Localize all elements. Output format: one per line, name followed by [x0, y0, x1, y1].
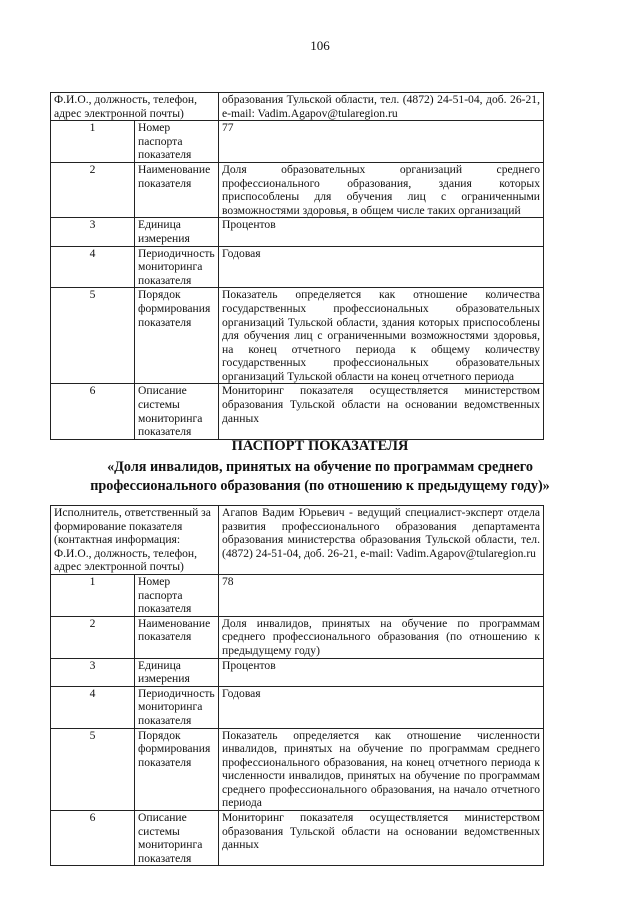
table-row: [51, 616, 544, 658]
row-label: Описание системы мониторинга показателя: [135, 384, 219, 439]
row-value: образования Тульской области, тел. (4872) 24-51-04, доб. 26-21, e-mail: Vadim.Agapov@tularegion.ru: [219, 93, 544, 121]
table-row: [51, 686, 544, 728]
table-row: [51, 506, 544, 575]
table-row: [51, 162, 544, 217]
row-value: Процентов: [219, 218, 544, 246]
row-number: 4: [51, 686, 135, 728]
row-number: 2: [51, 162, 135, 217]
table-row: [51, 574, 544, 616]
row-label: Номер паспорта показателя: [135, 121, 219, 163]
table-row: [51, 218, 544, 246]
row-label: Номер паспорта показателя: [135, 574, 219, 616]
row-value: 77: [219, 121, 544, 163]
row-value: Мониторинг показателя осуществляется министерством образования Тульской области на основании ведомственных данных: [219, 384, 544, 439]
row-value: Доля инвалидов, принятых на обучение по программам среднего профессионального образования (по отношению к предыдущему году): [219, 616, 544, 658]
passport-table-78: [50, 505, 544, 866]
table-row: [51, 121, 544, 163]
row-value: Годовая: [219, 246, 544, 288]
row-number: 1: [51, 574, 135, 616]
row-value: 78: [219, 574, 544, 616]
row-value: Показатель определяется как отношение количества государственных профессиональных образовательных организаций Тульской области, здания которых приспособлены для обучения лиц с ограниченными возможностями здоровья, на конец отчетного периода к общему количеству государственных профессиональных образовательных организаций Тульской области на конец отчетного периода: [219, 288, 544, 384]
passport-title: ПАСПОРТ ПОКАЗАТЕЛЯ: [231, 438, 409, 454]
row-label: Единица измерения: [135, 658, 219, 686]
passport-subtitle-line-1: «Доля инвалидов, принятых на обучение по программам среднего: [107, 459, 533, 475]
row-label: Единица измерения: [135, 218, 219, 246]
table-row: [51, 246, 544, 288]
passport-subtitle-line-2: профессионального образования (по отношению к предыдущему году)»: [90, 478, 550, 494]
table-row: [51, 288, 544, 384]
table-row: [51, 93, 544, 121]
row-number: 6: [51, 384, 135, 439]
row-number: 1: [51, 121, 135, 163]
row-number: 5: [51, 288, 135, 384]
row-label: Наименование показателя: [135, 616, 219, 658]
row-value: Мониторинг показателя осуществляется министерством образования Тульской области на основании ведомственных данных: [219, 811, 544, 866]
page-number: 106: [310, 38, 330, 53]
table-row: [51, 811, 544, 866]
table-row: [51, 384, 544, 439]
table-row: [51, 728, 544, 811]
row-number: 5: [51, 728, 135, 811]
row-label: Описание системы мониторинга показателя: [135, 811, 219, 866]
row-label: Исполнитель, ответственный за формирование показателя (контактная информация: Ф.И.О., должность, телефон, адрес электронной почты): [51, 506, 219, 575]
passport-subtitle: [0, 458, 640, 496]
row-value: Годовая: [219, 686, 544, 728]
row-number: 3: [51, 218, 135, 246]
row-number: 3: [51, 658, 135, 686]
passport-table-77: [50, 92, 544, 440]
row-value: Процентов: [219, 658, 544, 686]
row-label: Порядок формирования показателя: [135, 728, 219, 811]
row-label: Ф.И.О., должность, телефон, адрес электронной почты): [51, 93, 219, 121]
row-label: Периодичность мониторинга показателя: [135, 686, 219, 728]
row-label: Наименование показателя: [135, 162, 219, 217]
row-number: 4: [51, 246, 135, 288]
row-number: 2: [51, 616, 135, 658]
row-label: Периодичность мониторинга показателя: [135, 246, 219, 288]
row-number: 6: [51, 811, 135, 866]
row-value: Показатель определяется как отношение численности инвалидов, принятых на обучение по программам среднего профессионального образования, на конец отчетного периода к численности инвалидов, принятых на обучение по программам среднего профессионального образования, на начало отчетного периода: [219, 728, 544, 811]
table-row: [51, 658, 544, 686]
row-value: Доля образовательных организаций среднего профессионального образования, здания которых приспособлены для обучения лиц с ограниченными возможностями здоровья, в общем числе таких организаций: [219, 162, 544, 217]
row-label: Порядок формирования показателя: [135, 288, 219, 384]
row-value: Агапов Вадим Юрьевич - ведущий специалист-эксперт отдела развития профессионального образования департамента образования министерства образования Тульской области, тел. (4872) 24-51-04, доб. 26-21, e-mail: Vadim.Agapov@tularegion.ru: [219, 506, 544, 575]
